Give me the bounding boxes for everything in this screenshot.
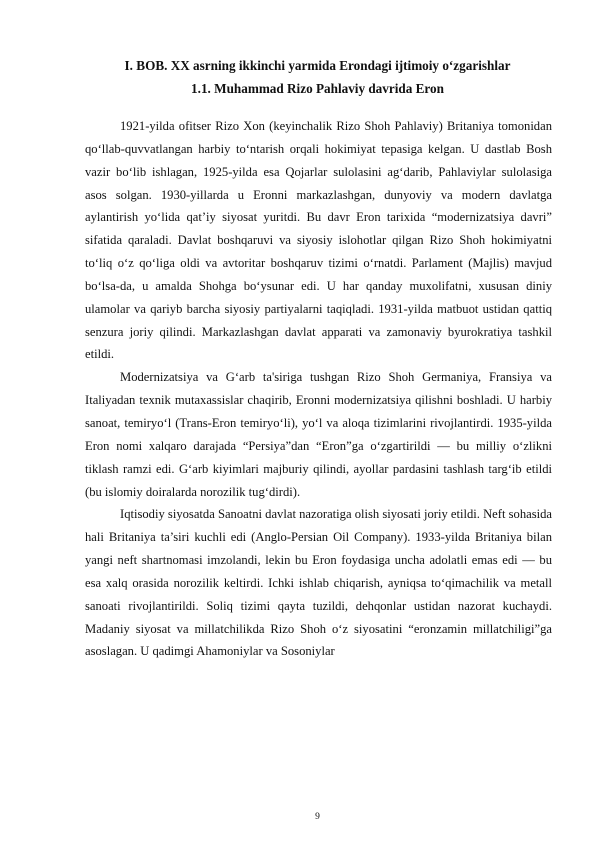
paragraph: 1921-yilda ofitser Rizo Xon (keyinchalik Rizo Shoh Pahlaviy) Britaniya tomonidan qo‘llab-quvvatlangan harbiy to‘ntarish orqali hokimiyat tepasiga kelgan. U dastlab Bosh vazir bo‘lib ishlagan, 1925-yilda esa Qojarlar sulolasini ag‘darib, Pahlaviylar sulolasiga asos solgan. 1930-yillarda u Eronni markazlashgan, dunyoviy va modern davlatga aylantirish yo‘lida qat’iy siyosat yuritdi. Bu davr Eron tarixida “modernizatsiya davri” sifatida qaraladi. Davlat boshqaruvi va siyosiy islohotlar qilgan Rizo Shoh hokimiyatni to‘liq o‘z qo‘liga oldi va avtoritar boshqaruv tizimi o‘rnatdi. Parlament (Majlis) mavjud bo‘lsa-da, u amalda Shohga bo‘ysunar edi. U har qanday muxolifatni, xususan diniy ulamolar va qariyb barcha siyosiy partiyalarni taqiqladi. 1931-yilda matbuot ustidan qattiq senzura joriy qilindi. Markazlashgan davlat apparati va zamonaviy byurokratiya tashkil etildi. [85, 119, 552, 362]
paragraph: Iqtisodiy siyosatda Sanoatni davlat nazoratiga olish siyosati joriy etildi. Neft sohasida hali Britaniya ta’siri kuchli edi (Anglo-Persian Oil Company). 1933-yilda Britaniya bilan yangi neft shartnomasi imzolandi, lekin bu Eron foydasiga uncha adolatli emas edi — bu esa xalq orasida norozilik keltirdi. Ichki ishlab chiqarish, ayniqsa to‘qimachilik va metall sanoati rivojlantirildi. Soliq tizimi qayta tuzildi, dehqonlar ustidan nazorat kuchaydi. Madaniy siyosat va millatchilikda Rizo Shoh o‘z siyosatini “eronzamin millatchiligi”ga asoslagan. U qadimgi Ahamoniylar va Sosoniylar [85, 507, 552, 659]
section-title: 1.1. Muhammad Rizo Pahlaviy davrida Eron [191, 81, 444, 96]
body-text [85, 115, 552, 663]
page-number: 9 [315, 812, 320, 822]
paragraph: Modernizatsiya va G‘arb ta'siriga tushgan Rizo Shoh Germaniya, Fransiya va Italiyadan texnik mutaxassislar chaqirib, Eronni modernizatsiya qilishni boshladi. U harbiy sanoat, temiryo‘l (Trans-Eron temiryo‘li), yo‘l va aloqa tizimlarini rivojlantirdi. 1935-yilda Eron nomi xalqaro darajada “Persiya”dan “Eron”ga o‘zgartirildi — bu milliy o‘zlikni tiklash ramzi edi. G‘arb kiyimlari majburiy qilindi, ayollar pardasini tashlash targ‘ib etildi (bu islomiy doiralarda norozilik tug‘dirdi). [85, 370, 552, 499]
chapter-title: I. BOB. XX asrning ikkinchi yarmida Erondagi ijtimoiy o‘zgarishlar [124, 58, 511, 73]
